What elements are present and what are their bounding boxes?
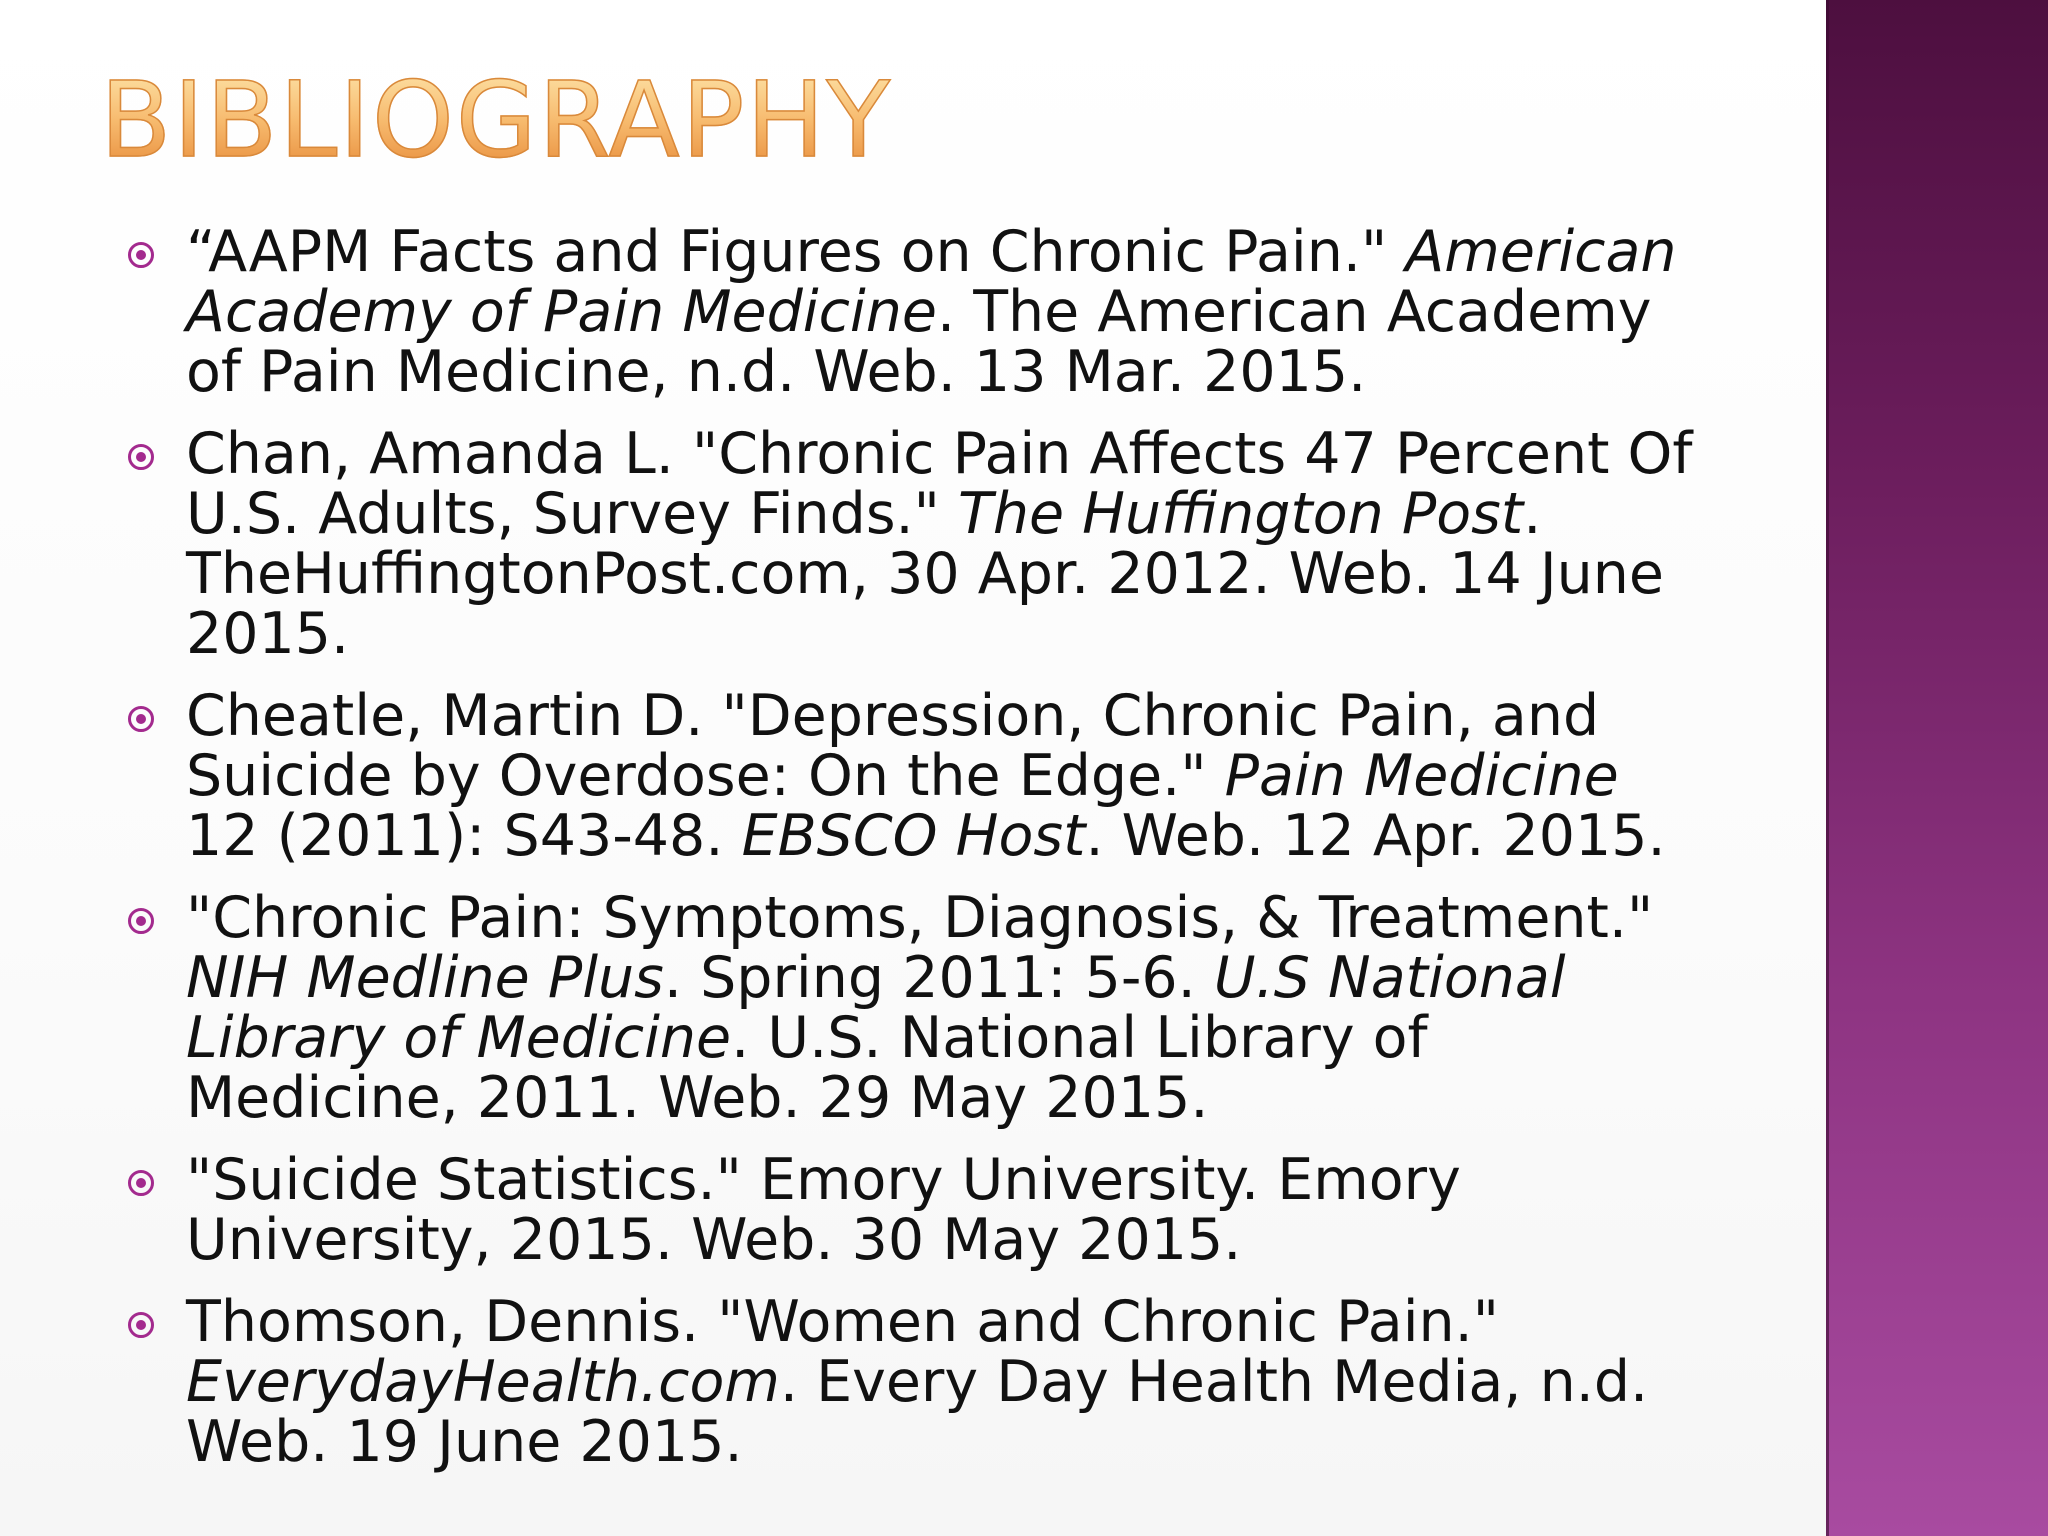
circle-bullet-icon [128,444,154,470]
entry-text: . Web. 12 Apr. 2015. [1085,803,1666,869]
entry-source-title: EverydayHealth.com [186,1349,780,1415]
entry-text: "Chronic Pain: Symptoms, Diagnosis, & Treatment." [186,885,1654,951]
bibliography-list [126,219,1706,1494]
entry-text: . U.S. National Library of Medicine, 2011. Web. 29 May 2015. [186,1005,1428,1131]
entry-text: "Suicide Statistics." Emory University. Emory University, 2015. Web. 30 May 2015. [186,1147,1461,1273]
entry-text: . The American Academy of Pain Medicine, n.d. Web. 13 Mar. 2015. [186,279,1652,405]
bibliography-entry-aapm [126,219,1706,405]
circle-bullet-icon [128,242,154,268]
entry-text: Chan, Amanda L. "Chronic Pain Affects 47 Percent Of U.S. Adults, Survey Finds." [186,421,1693,547]
circle-bullet-icon [128,908,154,934]
circle-bullet-icon [128,1170,154,1196]
entry-source-title: American Academy of Pain Medicine [186,219,1677,345]
entry-text: Cheatle, Martin D. "Depression, Chronic Pain, and Suicide by Overdose: On the Edge. [186,683,1600,809]
bibliography-entry-medlineplus [126,885,1706,1131]
bibliography-entry-chan [126,421,1706,667]
entry-source-title: The Huffington Post [958,481,1524,547]
entry-database-title: EBSCO Host [741,803,1086,869]
entry-text: Thomson, Dennis. "Women and Chronic Pain." [186,1289,1500,1355]
entry-source-title: NIH Medline Plus [186,945,664,1011]
entry-text: . Spring 2011: 5-6. [663,945,1214,1011]
decorative-side-panel [1826,0,2048,1536]
circle-bullet-icon [128,1312,154,1338]
bibliography-entry-emory [126,1147,1706,1273]
entry-text: 12 (2011): S43-48. [186,803,742,869]
entry-text: . TheHuffingtonPost.com, 30 Apr. 2012. Web. 14 June 2015. [186,481,1664,667]
bibliography-entry-thomson [126,1289,1706,1475]
entry-text: “AAPM Facts and Figures on Chronic Pain." [186,219,1406,285]
circle-bullet-icon [128,706,154,732]
entry-text: . Every Day Health Media, n.d. Web. 19 June 2015. [186,1349,1649,1475]
entry-publisher-title: U.S National Library of Medicine [186,945,1566,1071]
slide-title: BIBLIOGRAPHY [100,59,893,181]
bibliography-entry-cheatle [126,683,1706,869]
entry-source-title: " Pain Medicine [1180,743,1619,809]
